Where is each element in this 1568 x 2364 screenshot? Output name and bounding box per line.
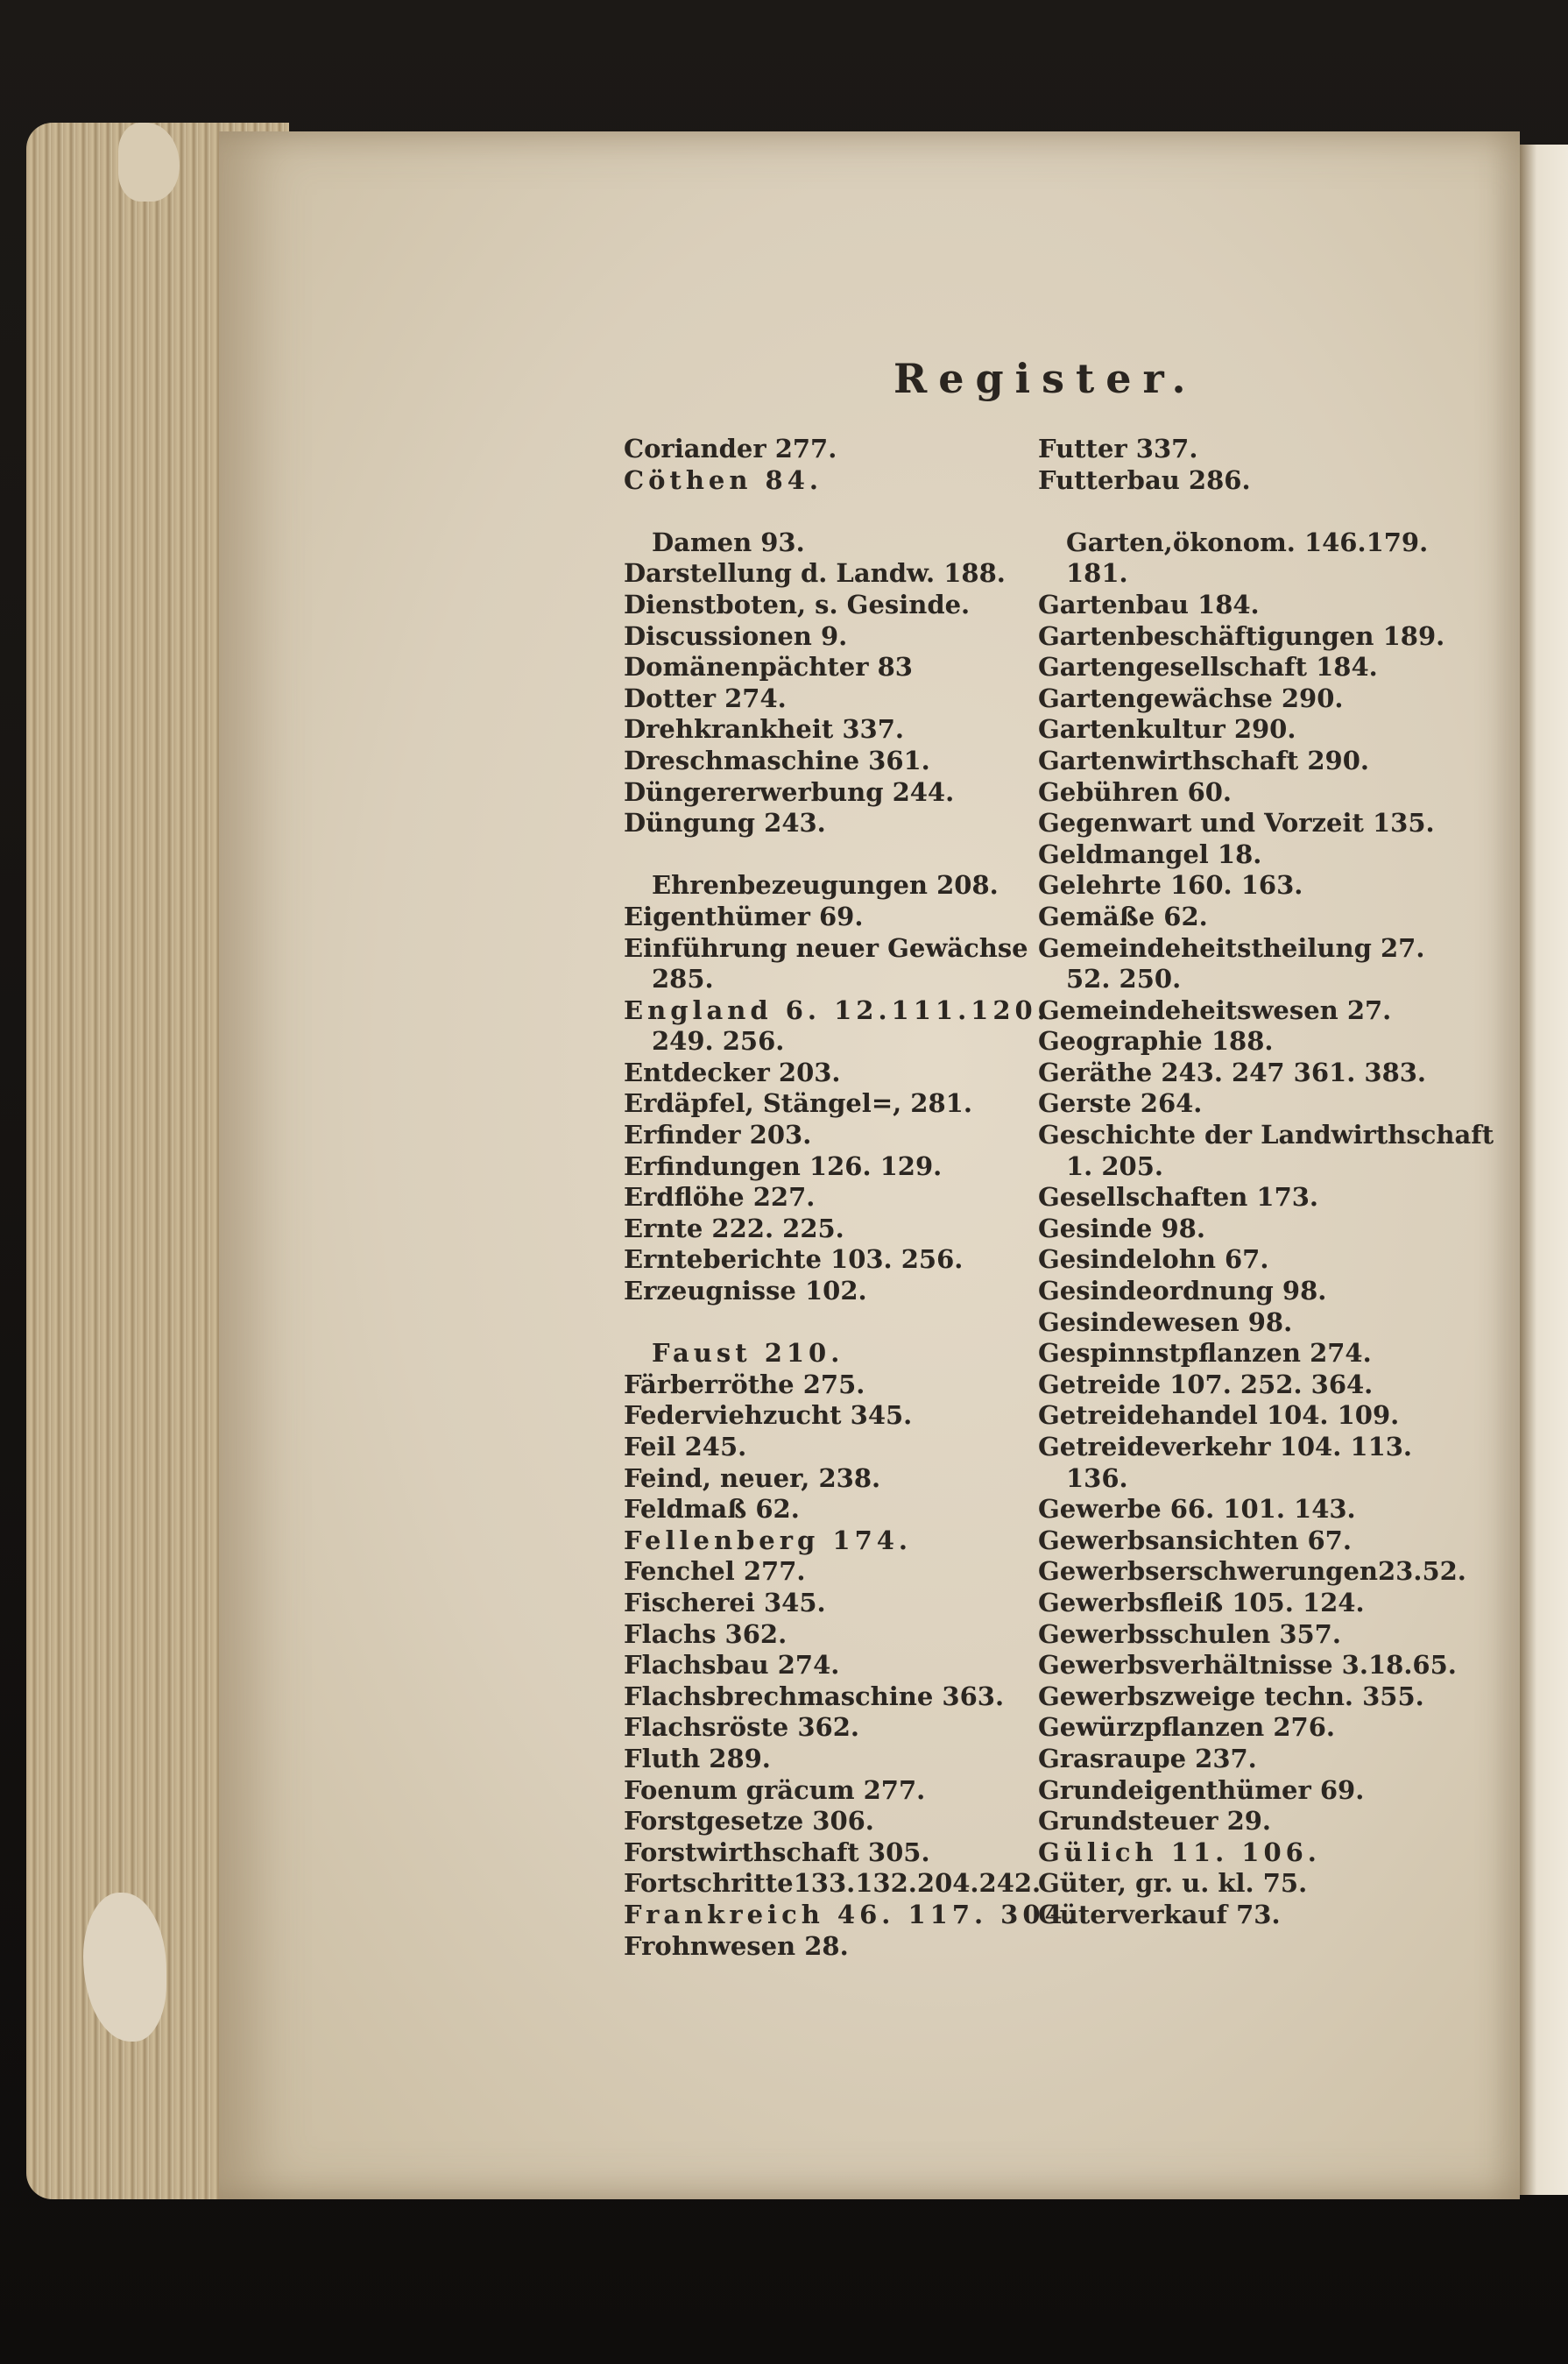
index-entry: Dreschmaschine 361. xyxy=(624,745,930,775)
index-entry: Erfinder 203. xyxy=(624,1120,812,1150)
index-entry: Grundsteuer 29. xyxy=(1038,1806,1272,1837)
index-entry: Färberröthe 275. xyxy=(624,1369,865,1399)
index-entry: Federviehzucht 345. xyxy=(624,1400,913,1431)
index-column-right xyxy=(1038,434,1494,1931)
index-entry: Garten,ökonom. 146.179. xyxy=(1066,527,1429,557)
index-entry: Gemäße 62. xyxy=(1038,901,1208,931)
index-entry: Gewerbsverhältnisse 3.18.65. xyxy=(1038,1650,1457,1681)
index-entry: Gartengesellschaft 184. xyxy=(1038,652,1378,683)
index-entry: Geschichte der Landwirthschaft xyxy=(1038,1120,1494,1150)
index-entry: Gartenbeschäftigungen 189. xyxy=(1038,620,1445,651)
index-entry: Dienstboten, s. Gesinde. xyxy=(624,589,971,619)
index-entry: 249. 256. xyxy=(652,1026,785,1057)
index-entry: Gespinnstpflanzen 274. xyxy=(1038,1338,1372,1369)
index-entry: Feil 245. xyxy=(624,1432,747,1462)
index-entry: Düngererwerbung 244. xyxy=(624,776,955,807)
index-entry: Gewerbe 66. 101. 143. xyxy=(1038,1494,1356,1525)
index-entry: Gartengewächse 290. xyxy=(1038,683,1344,713)
index-entry xyxy=(1038,496,1432,527)
index-entry: Gegenwart und Vorzeit 135. xyxy=(1038,808,1435,839)
page-title: Register. xyxy=(893,355,1197,402)
index-entry: Gewerbszweige techn. 355. xyxy=(1038,1681,1424,1711)
index-entry: Flachsröste 362. xyxy=(624,1712,859,1743)
index-entry: Gesellschaften 173. xyxy=(1038,1182,1319,1213)
index-entry: Coriander 277. xyxy=(624,434,837,464)
index-entry xyxy=(624,1307,1035,1339)
index-entry: Düngung 243. xyxy=(624,808,826,839)
index-entry: 136. xyxy=(1066,1462,1128,1493)
index-entry: Gesindelohn 67. xyxy=(1038,1244,1269,1275)
index-entry: Frankreich 46. 117. 304. xyxy=(624,1899,1080,1929)
index-entry: Einführung neuer Gewächse xyxy=(624,932,1028,963)
index-entry: Geldmangel 18. xyxy=(1038,839,1262,869)
index-entry: Gewerbserschwerungen23.52. xyxy=(1038,1556,1466,1587)
index-entry: Erdäpfel, Stängel=, 281. xyxy=(624,1088,972,1119)
index-entry: Gewerbsansichten 67. xyxy=(1038,1525,1352,1555)
index-entry: 52. 250. xyxy=(1066,964,1182,994)
index-entry: Güterverkauf 73. xyxy=(1038,1899,1281,1929)
index-entry: Gartenkultur 290. xyxy=(1038,714,1296,745)
index-entry: Forstwirthschaft 305. xyxy=(624,1837,930,1867)
index-entry: Gewerbsfleiß 105. 124. xyxy=(1038,1587,1365,1617)
index-entry: Getreide 107. 252. 364. xyxy=(1038,1369,1374,1399)
index-entry: Gebühren 60. xyxy=(1038,776,1233,807)
index-entry: Gelehrte 160. 163. xyxy=(1038,870,1303,901)
index-entry: 1. 205. xyxy=(1066,1150,1164,1181)
index-entry: Damen 93. xyxy=(652,527,805,557)
index-entry: Cöthen 84. xyxy=(624,464,823,495)
index-entry: Gemeindeheitstheilung 27. xyxy=(1038,932,1425,963)
index-column-left xyxy=(624,434,1080,1962)
index-entry: Gerste 264. xyxy=(1038,1088,1203,1119)
index-entry: Gartenwirthschaft 290. xyxy=(1038,745,1369,775)
index-entry: Eigenthümer 69. xyxy=(624,901,864,931)
index-entry: Ernteberichte 103. 256. xyxy=(624,1244,964,1275)
index-entry: Darstellung d. Landw. 188. xyxy=(624,558,1006,589)
index-entry: Getreideverkehr 104. 113. xyxy=(1038,1432,1413,1462)
index-entry: Grasraupe 237. xyxy=(1038,1743,1257,1773)
index-entry: Entdecker 203. xyxy=(624,1057,841,1087)
index-entry: Erdflöhe 227. xyxy=(624,1182,816,1213)
index-entry: Güter, gr. u. kl. 75. xyxy=(1038,1868,1308,1899)
index-entry: Futter 337. xyxy=(1038,434,1198,464)
index-entry: Getreidehandel 104. 109. xyxy=(1038,1400,1400,1431)
index-entry: England 6. 12.111.120. xyxy=(624,994,1050,1025)
index-entry: Gülich 11. 106. xyxy=(1038,1837,1321,1867)
index-entry: Fischerei 345. xyxy=(624,1587,826,1617)
index-entry: Fluth 289. xyxy=(624,1743,771,1773)
index-entry: Gewerbsschulen 357. xyxy=(1038,1618,1341,1649)
index-entry: Grundeigenthümer 69. xyxy=(1038,1774,1365,1805)
index-entry: Drehkrankheit 337. xyxy=(624,714,904,745)
index-entry: Gartenbau 184. xyxy=(1038,589,1260,619)
index-entry: Geographie 188. xyxy=(1038,1026,1274,1057)
index-entry: Futterbau 286. xyxy=(1038,464,1251,495)
index-entry: Gemeindeheitswesen 27. xyxy=(1038,994,1392,1025)
index-entry: Domänenpächter 83 xyxy=(624,652,913,683)
index-entry: Erzeugnisse 102. xyxy=(624,1276,867,1306)
index-entry: Gesindeordnung 98. xyxy=(1038,1276,1327,1306)
index-entry: Frohnwesen 28. xyxy=(624,1930,849,1961)
index-entry: Discussionen 9. xyxy=(624,620,848,651)
index-entry: Gesindewesen 98. xyxy=(1038,1306,1293,1337)
index-entry: Ernte 222. 225. xyxy=(624,1213,844,1243)
facing-page-edge xyxy=(1520,145,1568,2195)
index-entry: Fenchel 277. xyxy=(624,1556,806,1587)
index-entry: Feldmaß 62. xyxy=(624,1494,800,1525)
index-entry: Ehrenbezeugungen 208. xyxy=(652,870,999,901)
index-entry: Dotter 274. xyxy=(624,683,787,713)
index-entry: Gesinde 98. xyxy=(1038,1213,1205,1243)
index-entry: Gewürzpflanzen 276. xyxy=(1038,1712,1335,1743)
index-entry: Flachsbau 274. xyxy=(624,1650,840,1681)
index-entry: Forstgesetze 306. xyxy=(624,1806,874,1837)
index-entry: Flachsbrechmaschine 363. xyxy=(624,1681,1005,1711)
index-entry: Faust 210. xyxy=(652,1338,844,1369)
index-entry: Flachs 362. xyxy=(624,1618,788,1649)
index-entry xyxy=(624,839,1035,871)
index-entry: 181. xyxy=(1066,558,1128,589)
index-entry: 285. xyxy=(652,964,714,994)
index-entry: Fortschritte133.132.204.242. xyxy=(624,1868,1042,1899)
index-entry: Feind, neuer, 238. xyxy=(624,1462,881,1493)
index-entry: Fellenberg 174. xyxy=(624,1525,913,1555)
index-entry: Erfindungen 126. 129. xyxy=(624,1150,943,1181)
index-entry xyxy=(624,496,1035,527)
index-entry: Foenum gräcum 277. xyxy=(624,1774,926,1805)
index-entry: Geräthe 243. 247 361. 383. xyxy=(1038,1057,1427,1087)
